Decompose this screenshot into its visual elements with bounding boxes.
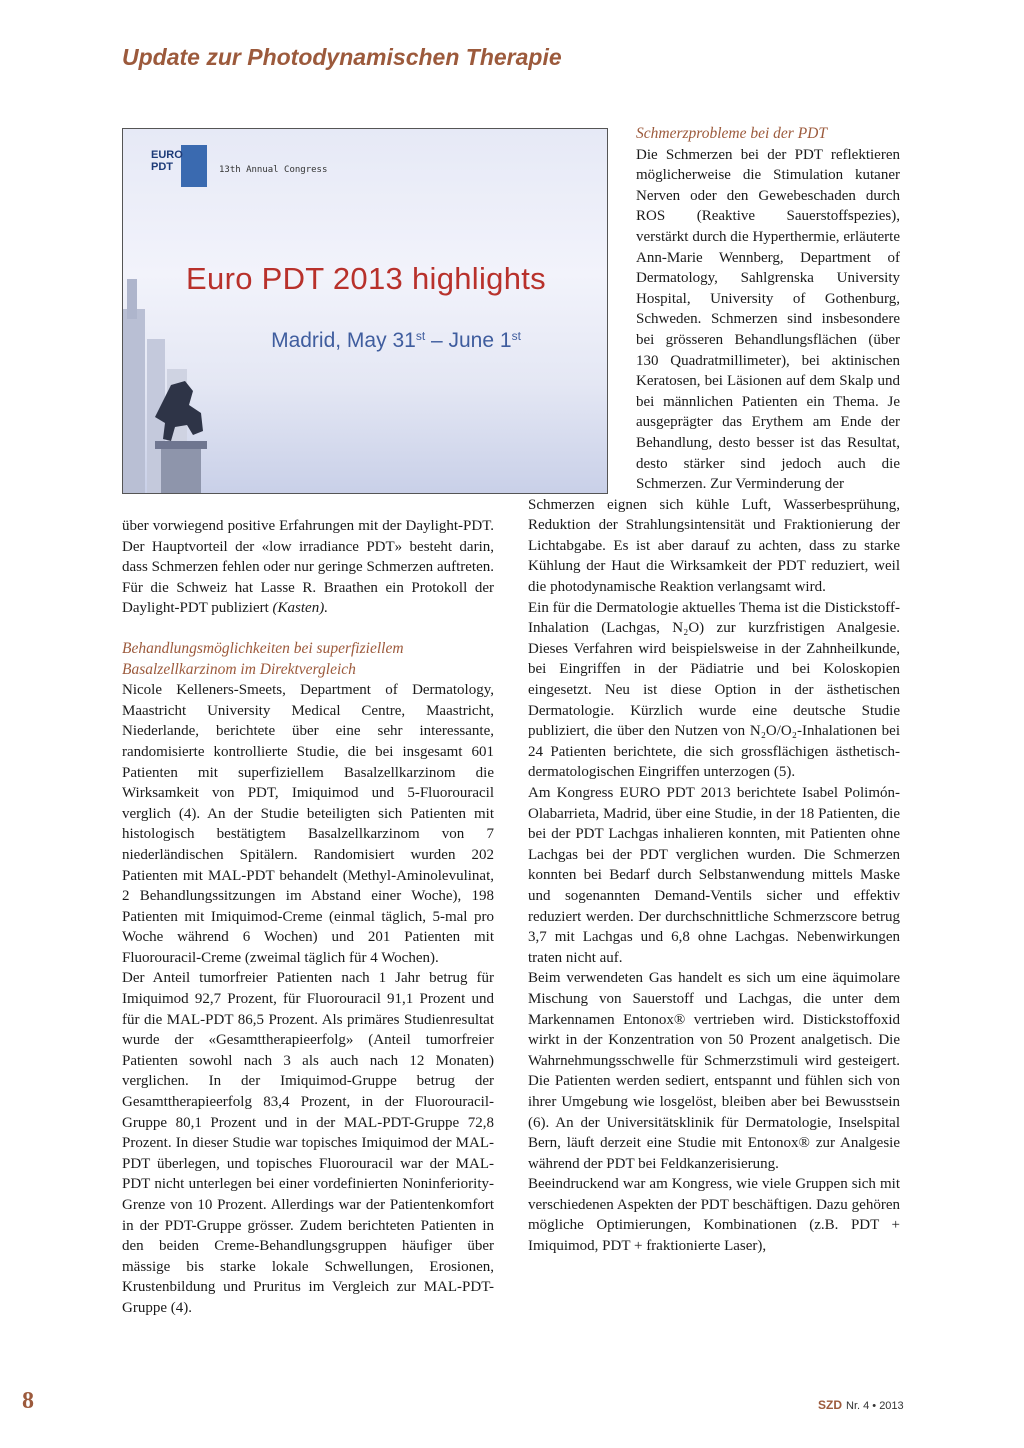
section-heading-schmerzprobleme: Schmerzprobleme bei der PDT <box>636 125 827 142</box>
section-heading-basalzellkarzinom: Behandlungsmöglichkeiten bei superfiziellem Basalzellkarzinom im Direktvergleich <box>122 639 404 678</box>
paragraph-studie-resultate: Der Anteil tumorfreier Patienten nach 1 Jahr betrug für Imiquimod 92,7 Prozent, für Fluorouracil 91,1 Prozent und für die MAL-PDT 86,5 Prozent. Als primäres Studienresultat wurde der «Gesamttherapieerfolg» (Anteil tumorfreier Patienten sowohl nach 3 als auch nach 12 Monaten) verglichen. In der Imiquimod-Gruppe betrug der Gesamttherapieerfolg 83,4 Prozent, in der Fluorouracil-Gruppe 80,1 Prozent und in der MAL-PDT-Gruppe 72,8 Prozent. In dieser Studie war topisches Imiquimod der MAL-PDT überlegen, und topisches Fluorouracil war der MAL-PDT nicht unterlegen bei einer vordefinierten Noninferiority-Grenze von 10 Prozent. Allerdings war der Patientenkomfort in der PDT-Gruppe grösser. Zudem berichteten Patienten in den beiden Creme-Behandlungsgruppen häufiger über mässige bis starke lokale Schwellungen, Erosionen, Krustenbildung und Pruritus im Vergleich zur MAL-PDT-Gruppe (4). <box>122 970 494 1316</box>
logo-line-2: PDT <box>151 161 173 173</box>
subline-sup-b: st <box>511 329 521 343</box>
daylight-text: über vorwiegend positive Erfahrungen mit der Daylight-PDT. Der Hauptvorteil der «low irradiance PDT» besteht darin, dass Schmerzen fehlen oder nur geringe Schmerzen auftreten. Für die Schweiz hat Lasse R. Braathen ein Protokoll der Daylight-PDT publiziert <box>122 518 494 617</box>
right-column-narrow-block <box>636 124 900 495</box>
subline-date-b: – June 1 <box>425 329 512 352</box>
right-column <box>528 124 900 1257</box>
equestrian-statue-graphic <box>141 365 219 494</box>
subline-sup-a: st <box>415 329 426 343</box>
paragraph-schmerz-intro: Die Schmerzen bei der PDT reflektieren möglicherweise die Stimulation kutaner Nerven oder den Gewebeschaden durch ROS (Reaktive Sauerstoffspezies), verstärkt durch die Hyperthermie, erläuterte Ann-Marie Wennberg, Department of Dermatology, Sahlgrenska University Hospital, University of Gothenburg, Schweden. Schmerzen sind insbesondere bei grösseren Behandlungsflächen (über 130 Quadratmillimeter), bei aktinischen Keratosen, bei Läsionen auf dem Skalp und bei männlichen Patienten ein Thema. Je ausgeprägter das Erythem am Ende der Behandlung, desto besser ist das Resultat, desto stärker sind jedoch auch die Schmerzen. Zur Verminderung der <box>636 146 900 493</box>
paragraph-studie-design: Nicole Kelleners-Smeets, Department of Dermatology, Maastricht University Medical Centre, Maastricht, Niederlande, berichtete über eine sehr interessante, randomisierte kontrollierte Studie, die bei insgesamt 601 Patienten mit superfiziellem Basalzellkarzinom die Wirksamkeit von PDT, Imiquimod und 5-Fluorouracil verglich (4). An der Studie beteiligten sich Patienten mit histologisch bestätigtem Basalzellkarzinom von 7 niederländischen Spitälern. Randomisiert wurden 202 Patienten mit MAL-PDT behandelt (Methyl-Aminolevulinat, 2 Behandlungssitzungen im Abstand einer Woche), 198 Patienten mit Imiquimod-Creme (einmal täglich, 5-mal pro Woche während 6 Wochen) und 201 Patienten mit Fluorouracil-Creme (zweimal täglich für 4 Wochen). <box>122 682 494 966</box>
paragraph-gruppen: Beeindruckend war am Kongress, wie viele Gruppen sich mit verschiedenen Aspekten der PDT beschäftigen. Dazu gehören mögliche Optimierungen, Kombinationen (z.B. PDT + Imiquimod, PDT + fraktionierte Laser), <box>528 1176 900 1255</box>
left-column <box>122 516 494 1319</box>
journal-footer <box>818 1398 904 1412</box>
logo-bar <box>181 145 207 187</box>
section-spacer <box>122 619 494 639</box>
paragraph-schmerz-cont: Schmerzen eignen sich kühle Luft, Wasserbesprühung, Reduktion der Strahlungsintensität und Fraktionierung der Lichtabgabe. Es ist aber darauf zu achten, dass zu starke Kühlung der Haut die Wirksamkeit der PDT reduziert, weil die photodynamische Reaktion verlangsamt wird. <box>528 496 900 596</box>
paragraph-entonox: Beim verwendeten Gas handelt es sich um eine äquimolare Mischung von Sauerstoff und Lachgas, die unter dem Markennamen Entonox® vertrieben wird. Distickstoffoxid wirkt in der Konzentration von 50 Prozent analgetisch. Die Wahrnehmungsschwelle für Schmerzstimuli wird gesteigert. Die Patienten werden sediert, entspannt und fühlen sich von ihrer Umgebung wie losgelöst, bleiben aber bei Bewusstsein (6). An der Universitätsklinik für Dermatologie, Inselspital Bern, läuft derzeit eine Studie mit Entonox® zur Analgesie während der PDT bei Feldkanzerisierung. <box>528 970 900 1172</box>
journal-name: SZD <box>818 1398 842 1412</box>
congress-caption: 13th Annual Congress <box>219 165 328 175</box>
logo-line-1: EURO <box>151 149 183 161</box>
kasten-reference: (Kasten). <box>272 600 328 617</box>
subline-date-a: Madrid, May 31 <box>271 329 416 352</box>
euro-pdt-logo <box>151 149 183 173</box>
page-number: 8 <box>22 1388 34 1414</box>
slide-headline: Euro PDT 2013 highlights <box>186 261 546 296</box>
paragraph-lachgas: Ein für die Dermatologie aktuelles Thema ist die Distickstoff-Inhalation (Lachgas, N₂O) zur kurzfristigen Analgesie. Dieses Verfahren wird beispielsweise in der Zahnheilkunde, bei Eingriffen in der Pädiatrie und bei Koloskopien eingesetzt. Neu ist diese Option in der ästhetischen Dermatologie. Kürzlich wurde eine deutsche Studie publiziert, die über den Nutzen von N₂O/O₂-Inhalationen bei 24 Patienten berichtete, die sich grossflächigen ästhetisch-dermatologischen Eingriffen unterzogen (5). <box>528 599 900 781</box>
paragraph-kongress-studie: Am Kongress EURO PDT 2013 berichtete Isabel Polimón-Olabarrieta, Madrid, über eine Studie, in der 18 Patienten, die bei der PDT Lachgas inhalieren konnten, mit Patienten ohne Lachgas bei der PDT verglichen wurden. Die Schmerzen konnten bei Bedarf durch Selbstanwendung mittels Maske und sogenannten Demand-Ventils sicher und effektiv reduziert werden. Der durchschnittliche Schmerzscore betrug 3,7 mit Lachgas und 6,8 ohne Lachgas. Nebenwirkungen traten nicht auf. <box>528 785 900 966</box>
paragraph-daylight-pdt <box>122 516 494 619</box>
page-title: Update zur Photodynamischen Therapie <box>122 44 562 70</box>
issue-info: Nr. 4 • 2013 <box>846 1400 904 1412</box>
